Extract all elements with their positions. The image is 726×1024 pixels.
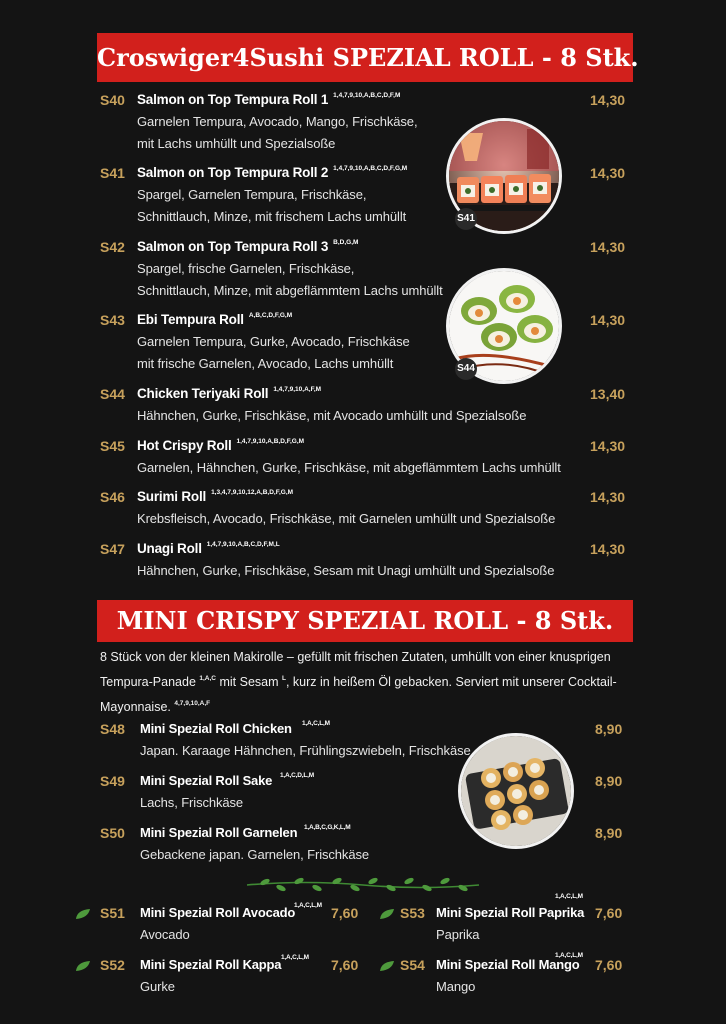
section-title-mini-crispy: MINI CRISPY SPEZIAL ROLL - 8 Stk. [97,600,633,642]
item-name: Hot Crispy Roll $^{1,4,7,9,10,A,B,D,F,G,M}$ [137,438,305,453]
item-price: 13,40 [590,386,626,402]
item-description: Garnelen Tempura, Gurke, Avocado, Frischkäse mit frische Garnelen, Avocado, Lachs umhüllt [137,334,410,371]
item-name: Surimi Roll $^{1,3,4,7,9,10,12,A,B,D,F,G,M}$ [137,489,294,504]
allergen-codes: 1,A,C,L,M [281,954,309,961]
section-title-spezial-roll: Croswiger4Sushi SPEZIAL ROLL - 8 Stk. [97,33,633,82]
item-price: 14,30 [590,438,626,454]
sushi-photo-art [461,736,571,846]
item-code: S47 [100,541,125,557]
item-code: S40 [100,92,125,108]
item-code: S54 [400,957,425,973]
allergen-codes: A,B,C,D,F,G,M [248,312,293,319]
item-description: Gurke [140,979,175,994]
item-description: Gebackene japan. Garnelen, Frischkäse [140,847,369,862]
item-code: S49 [100,773,125,789]
item-description: Spargel, frische Garnelen, Frischkäse, Schnittlauch, Minze, mit abgeflämmtem Lachs umhüllt [137,261,443,298]
item-code: S51 [100,905,125,921]
item-code: S42 [100,239,125,255]
allergen-codes: 1,A,C,L,M [302,720,330,727]
item-code: S45 [100,438,125,454]
item-name: Ebi Tempura Roll $^{A,B,C,D,F,G,M}$ [137,312,293,327]
item-price: 14,30 [590,239,626,255]
item-price: 7,60 [595,957,623,973]
item-description: Hähnchen, Gurke, Frischkäse, mit Avocado umhüllt und Spezialsoße [137,408,527,423]
item-description: Garnelen Tempura, Avocado, Mango, Frischkäse, mit Lachs umhüllt und Spezialsoße [137,114,418,151]
allergen-codes: 1,4,7,9,10,A,B,C,D,F,M,L [206,541,280,548]
leaf-icon [379,960,395,972]
item-name: Mini Spezial Roll Paprika [436,905,585,920]
allergen-codes: 1,A,C,D,L,M [280,772,314,779]
item-name: Mini Spezial Roll Kappa [140,957,282,972]
allergen-codes: 1,3,4,7,9,10,12,A,B,D,F,G,M [211,489,294,496]
allergen-codes: 1,A,C,L,M [555,952,583,959]
item-price: 14,30 [590,92,626,108]
vine-divider-icon [245,876,481,894]
item-description: Paprika [436,927,480,942]
item-code: S53 [400,905,425,921]
item-price: 14,30 [590,165,626,181]
item-description: Japan. Karaage Hähnchen, Frühlingszwiebeln, Frischkäse [140,743,471,758]
allergen-codes: 1,A,C,L,M [555,893,583,900]
item-price: 7,60 [331,905,359,921]
allergen-codes: 1,4,7,9,10,A,B,C,D,F,M [333,92,401,99]
item-code: S46 [100,489,125,505]
allergen-codes: 1,4,7,9,10,A,B,C,D,F,G,M [333,165,408,172]
item-name: Mini Spezial Roll Chicken [140,721,292,736]
allergen-codes: 1,A,C,L,M [294,902,322,909]
item-description: Lachs, Frischkäse [140,795,244,810]
item-description: Avocado [140,927,190,942]
item-code: S44 [100,386,125,402]
item-price: 14,30 [590,541,626,557]
item-price: 14,30 [590,489,626,505]
allergen-codes: 1,4,7,9,10,A,B,D,F,G,M [236,438,305,445]
sushi-photo-mini-rolls [458,733,574,849]
item-code: S43 [100,312,125,328]
item-price: 8,90 [595,825,623,841]
item-price: 7,60 [595,905,623,921]
item-price: 14,30 [590,312,626,328]
leaf-icon [75,908,91,920]
item-description: Mango [436,979,476,994]
allergen-codes: B,D,G,M [333,239,359,246]
item-description: Hähnchen, Gurke, Frischkäse, Sesam mit Unagi umhüllt und Spezialsoße [137,563,555,578]
item-name: Chicken Teriyaki Roll $^{1,4,7,9,10,A,F,M}$ [137,386,322,401]
item-description: Garnelen, Hähnchen, Gurke, Frischkäse, mit abgeflämmtem Lachs umhüllt [137,460,561,475]
item-description: Spargel, Garnelen Tempura, Frischkäse, Schnittlauch, Minze, mit frischem Lachs umhüllt [137,187,407,224]
section-intro-text: 8 Stück von der kleinen Makirolle – gefüllt mit frischen Zutaten, umhüllt von einer knusprigen Tempura-Panade $^{1,A,C}$ mit Sesam $^L$, kurz in heißem Öl gebacken. Serviert mit unserer Cocktail-Mayonnaise. $^{4,7,9,10,A,F}$ [100,650,617,714]
item-code: S52 [100,957,125,973]
allergen-codes: 1,4,7,9,10,A,F,M [273,386,322,393]
item-name: Salmon on Top Tempura Roll 3 $^{B,D,G,M}$ [137,239,359,254]
item-name: Mini Spezial Roll Garnelen [140,825,298,840]
item-name: Mini Spezial Roll Sake [140,773,273,788]
item-name: Mini Spezial Roll Avocado [140,905,296,920]
item-code: S41 [100,165,125,181]
item-name: Salmon on Top Tempura Roll 2 $^{1,4,7,9,10,A,B,C,D,F,G,M}$ [137,165,408,180]
item-price: 8,90 [595,721,623,737]
item-price: 7,60 [331,957,359,973]
item-name: Salmon on Top Tempura Roll 1 $^{1,4,7,9,10,A,B,C,D,F,M}$ [137,92,401,107]
item-name: Unagi Roll $^{1,4,7,9,10,A,B,C,D,F,M,L}$ [137,541,280,556]
item-code: S50 [100,825,125,841]
leaf-icon [75,960,91,972]
item-name: Mini Spezial Roll Mango [436,957,580,972]
photo-badge-s41: S41 [455,208,477,230]
item-price: 8,90 [595,773,623,789]
item-description: Krebsfleisch, Avocado, Frischkäse, mit Garnelen umhüllt und Spezialsoße [137,511,556,526]
leaf-icon [379,908,395,920]
allergen-codes: 1,A,B,C,G,K,L,M [304,824,351,831]
photo-badge-s44: S44 [455,358,477,380]
item-code: S48 [100,721,125,737]
